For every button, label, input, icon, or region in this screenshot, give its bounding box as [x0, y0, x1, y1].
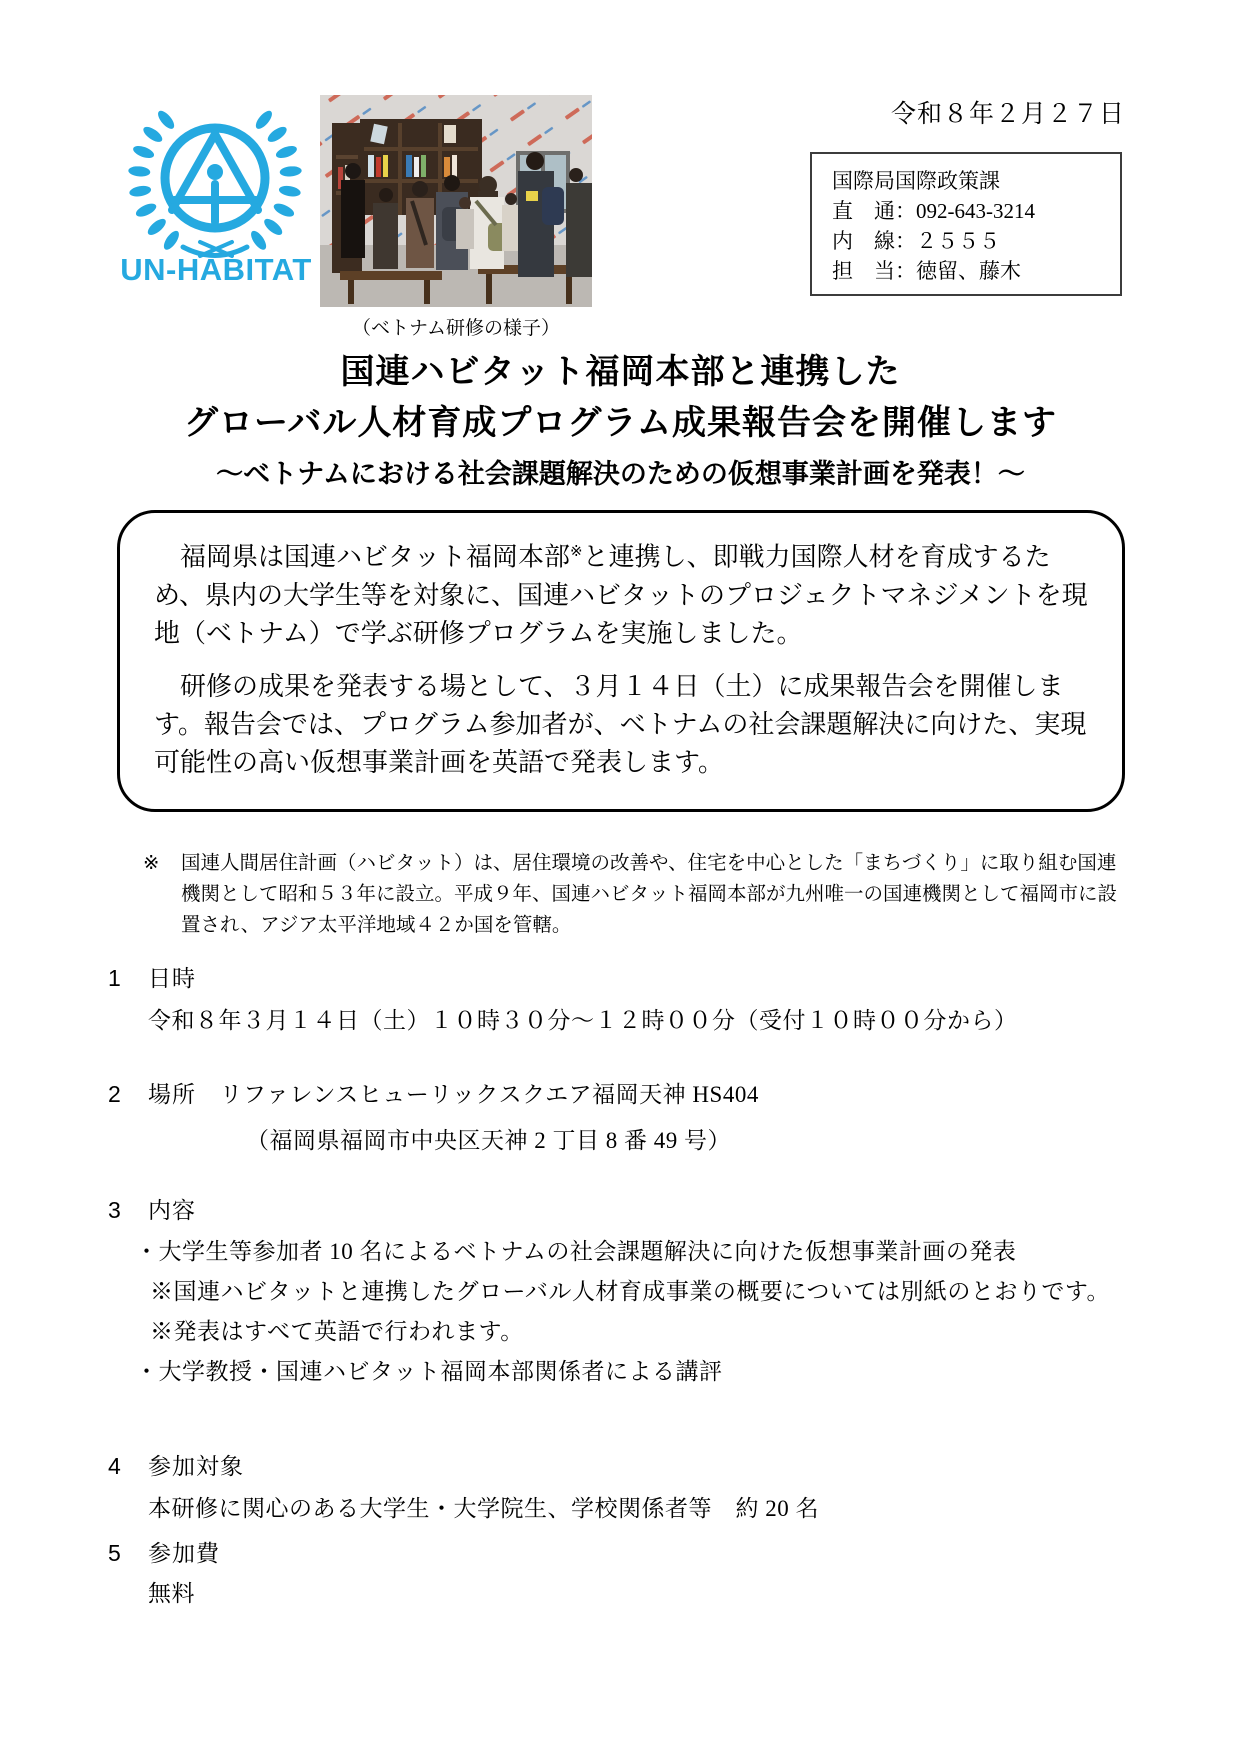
section-number: 5: [108, 1540, 122, 1566]
section-2-place-heading: [108, 1076, 759, 1109]
contact-info-box: [810, 152, 1122, 296]
footnote-marker: ※: [143, 853, 160, 874]
contents-note-english: ※発表はすべて英語で行われます。: [150, 1319, 524, 1344]
section-3-contents-heading: [108, 1192, 196, 1225]
section-1-datetime-body: 令和８年３月１４日（土）１０時３０分～１２時００分（受付１０時００分から）: [148, 1008, 1018, 1033]
contents-item-review: ・大学教授・国連ハビタット福岡本部関係者による講評: [135, 1359, 723, 1384]
training-photo-image: [320, 95, 592, 307]
emblem-center-dot: [207, 164, 223, 180]
page-subtitle: ～ベトナムにおける社会課題解決のための仮想事業計画を発表！～: [216, 459, 1025, 489]
section-label: 内容: [148, 1197, 196, 1223]
page-title: [0, 347, 1241, 449]
summary-box: [117, 510, 1125, 812]
section-label: 場所: [148, 1081, 196, 1107]
venue-address: （福岡県福岡市中央区天神 2 丁目 8 番 49 号）: [246, 1128, 731, 1153]
section-label: 参加費: [148, 1540, 220, 1566]
section-5-fee-body: 無料: [148, 1581, 195, 1606]
logo-wordmark: UN-HABITAT: [120, 252, 312, 287]
section-number: 4: [108, 1453, 122, 1479]
document-date: 令和８年２月２７日: [890, 101, 1125, 128]
title-line2: グローバル人材育成プログラム成果報告会を開催します: [184, 404, 1057, 442]
photo-caption: （ベトナム研修の様子）: [351, 318, 561, 339]
contact-person: 担 当：徳留、藤木: [832, 259, 1021, 283]
contact-direct-line: 直 通：092-643-3214: [832, 199, 1035, 223]
section-label: 参加対象: [148, 1453, 244, 1479]
contents-note-overview: ※国連ハビタットと連携したグローバル人材育成事業の概要については別紙のとおりです。: [150, 1279, 1111, 1304]
footnote-reference-mark: ※: [570, 543, 583, 560]
section-4-audience-heading: [108, 1448, 244, 1481]
footnote: [143, 848, 1118, 941]
section-4-audience-body: 本研修に関心のある大学生・大学院生、学校関係者等 約 20 名: [148, 1496, 819, 1521]
un-habitat-emblem-icon: [120, 98, 312, 288]
contact-department: 国際局国際政策課: [832, 169, 1000, 193]
venue-name: [196, 1082, 759, 1107]
contents-item-presentation: ・大学生等参加者 10 名によるベトナムの社会課題解決に向けた仮想事業計画の発表: [135, 1239, 1017, 1264]
section-label: 日時: [148, 965, 196, 991]
section-5-fee-heading: [108, 1535, 220, 1568]
section-number: 1: [108, 965, 122, 991]
summary-paragraph-1: [154, 533, 1088, 652]
section-1-datetime-heading: [108, 960, 196, 993]
section-number: 3: [108, 1197, 122, 1223]
vietnam-training-photo: [320, 95, 592, 307]
footnote-text: 国連人間居住計画（ハビタット）は、居住環境の改善や、住宅を中心とした「まちづくり」に取り組む国連機関として昭和５３年に設立。平成９年、国連ハビタット福岡本部が九州唯一の国連機関として福岡市に設置され、アジア太平洋地域４２か国を管轄。: [181, 853, 1118, 936]
summary-paragraph-2: 研修の成果を発表する場として、３月１４日（土）に成果報告会を開催します。報告会では、プログラム参加者が、ベトナムの社会課題解決に向けた、実現可能性の高い仮想事業計画を英語で発表します。: [154, 670, 1087, 777]
section-number: 2: [108, 1081, 122, 1107]
summary-p1-text: 福岡県は国連ハビタット福岡本部: [180, 541, 571, 572]
venue-name-text: リファレンスヒューリックスクエア福岡天神 HS404: [219, 1082, 759, 1107]
un-habitat-logo: [120, 98, 312, 288]
summary-p1-continued: と連携し、即戦力国際人材を育成するため、県内の大学生等を対象に、国連ハビタットのプロジェクトマネジメントを現地（ベトナム）で学ぶ研修プログラムを実施しました。: [154, 541, 1088, 648]
title-line1: 国連ハビタット福岡本部と連携した: [340, 353, 901, 391]
contact-extension: 内 線：２５５５: [832, 229, 1000, 253]
